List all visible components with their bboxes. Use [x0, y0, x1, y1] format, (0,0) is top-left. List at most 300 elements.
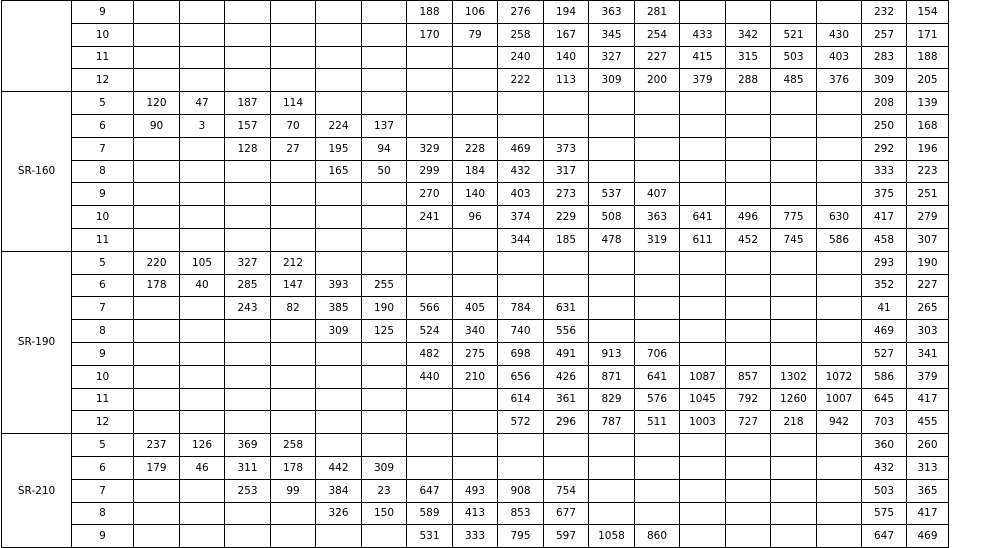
value-cell: 374 — [498, 206, 544, 229]
value-cell — [726, 502, 771, 525]
value-cell: 292 — [862, 137, 907, 160]
value-cell: 1058 — [589, 525, 635, 548]
value-cell — [362, 228, 407, 251]
value-cell: 171 — [907, 23, 949, 46]
value-cell: 503 — [771, 46, 817, 69]
value-cell: 250 — [862, 114, 907, 137]
value-cell: 137 — [362, 114, 407, 137]
value-cell: 27 — [271, 137, 316, 160]
value-cell: 327 — [589, 46, 635, 69]
value-cell: 270 — [407, 183, 453, 206]
value-cell: 293 — [862, 251, 907, 274]
value-cell — [362, 46, 407, 69]
value-cell: 452 — [726, 228, 771, 251]
table-row — [2, 388, 949, 411]
value-cell — [407, 228, 453, 251]
value-cell: 360 — [862, 434, 907, 457]
value-cell: 3 — [180, 114, 225, 137]
table-row — [2, 183, 949, 206]
value-cell — [589, 479, 635, 502]
value-cell — [771, 434, 817, 457]
table-row — [2, 114, 949, 137]
value-cell: 307 — [907, 228, 949, 251]
value-cell: 860 — [635, 525, 680, 548]
value-cell: 170 — [407, 23, 453, 46]
value-cell: 113 — [544, 69, 589, 92]
row-number-cell: 9 — [72, 342, 134, 365]
value-cell: 1003 — [680, 411, 726, 434]
value-cell: 82 — [271, 297, 316, 320]
value-cell: 154 — [907, 1, 949, 24]
value-cell — [726, 297, 771, 320]
value-cell: 79 — [453, 23, 498, 46]
value-cell — [362, 411, 407, 434]
value-cell — [362, 92, 407, 115]
row-number-cell: 7 — [72, 137, 134, 160]
value-cell — [817, 1, 862, 24]
value-cell — [498, 274, 544, 297]
value-cell: 493 — [453, 479, 498, 502]
value-cell — [134, 365, 180, 388]
value-cell: 365 — [907, 479, 949, 502]
value-cell — [134, 320, 180, 343]
value-cell: 327 — [225, 251, 271, 274]
table-row — [2, 274, 949, 297]
value-cell — [271, 1, 316, 24]
value-cell: 205 — [907, 69, 949, 92]
value-cell — [771, 479, 817, 502]
value-cell — [134, 160, 180, 183]
value-cell: 597 — [544, 525, 589, 548]
value-cell: 792 — [726, 388, 771, 411]
value-cell — [180, 388, 225, 411]
value-cell — [771, 137, 817, 160]
table-row — [2, 411, 949, 434]
value-cell — [316, 92, 362, 115]
value-cell: 258 — [271, 434, 316, 457]
value-cell: 511 — [635, 411, 680, 434]
value-cell — [589, 137, 635, 160]
value-cell: 566 — [407, 297, 453, 320]
value-cell: 188 — [907, 46, 949, 69]
value-cell — [362, 342, 407, 365]
value-cell — [680, 274, 726, 297]
value-cell — [453, 251, 498, 274]
value-cell — [180, 23, 225, 46]
value-cell — [134, 137, 180, 160]
value-cell: 243 — [225, 297, 271, 320]
value-cell — [362, 23, 407, 46]
value-cell: 41 — [862, 297, 907, 320]
value-cell: 150 — [362, 502, 407, 525]
value-cell: 333 — [453, 525, 498, 548]
value-cell — [407, 388, 453, 411]
value-cell — [180, 365, 225, 388]
value-cell — [635, 479, 680, 502]
value-cell: 168 — [907, 114, 949, 137]
value-cell: 740 — [498, 320, 544, 343]
value-cell: 829 — [589, 388, 635, 411]
value-cell — [771, 183, 817, 206]
value-cell — [316, 183, 362, 206]
row-number-cell: 7 — [72, 297, 134, 320]
value-cell — [453, 411, 498, 434]
row-number-cell: 10 — [72, 365, 134, 388]
value-cell — [544, 274, 589, 297]
value-cell: 105 — [180, 251, 225, 274]
value-cell — [407, 411, 453, 434]
value-cell — [680, 297, 726, 320]
value-cell — [680, 456, 726, 479]
value-cell: 23 — [362, 479, 407, 502]
value-cell — [407, 274, 453, 297]
value-cell — [180, 1, 225, 24]
value-cell — [134, 183, 180, 206]
row-number-cell: 10 — [72, 206, 134, 229]
value-cell — [817, 434, 862, 457]
value-cell: 787 — [589, 411, 635, 434]
value-cell — [498, 251, 544, 274]
value-cell — [635, 297, 680, 320]
value-cell — [726, 160, 771, 183]
value-cell — [726, 183, 771, 206]
value-cell — [635, 114, 680, 137]
value-cell — [771, 92, 817, 115]
value-cell: 614 — [498, 388, 544, 411]
value-cell — [134, 1, 180, 24]
value-cell — [225, 69, 271, 92]
value-cell — [180, 342, 225, 365]
value-cell: 178 — [271, 456, 316, 479]
value-cell — [271, 69, 316, 92]
value-cell: 309 — [362, 456, 407, 479]
value-cell — [407, 92, 453, 115]
value-cell: 309 — [316, 320, 362, 343]
value-cell: 405 — [453, 297, 498, 320]
value-cell: 413 — [453, 502, 498, 525]
value-cell — [726, 92, 771, 115]
value-cell — [680, 114, 726, 137]
row-number-cell: 10 — [72, 23, 134, 46]
value-cell: 478 — [589, 228, 635, 251]
value-cell: 521 — [771, 23, 817, 46]
value-cell — [316, 411, 362, 434]
row-number-cell: 9 — [72, 525, 134, 548]
value-cell: 255 — [362, 274, 407, 297]
value-cell: 309 — [862, 69, 907, 92]
value-cell — [817, 525, 862, 548]
row-number-cell: 8 — [72, 502, 134, 525]
value-cell: 140 — [544, 46, 589, 69]
value-cell — [680, 525, 726, 548]
value-cell: 194 — [544, 1, 589, 24]
value-cell — [271, 365, 316, 388]
value-cell — [225, 160, 271, 183]
value-cell: 496 — [726, 206, 771, 229]
value-cell: 385 — [316, 297, 362, 320]
value-cell: 853 — [498, 502, 544, 525]
value-cell — [134, 479, 180, 502]
value-cell — [180, 502, 225, 525]
value-cell — [225, 342, 271, 365]
value-cell — [589, 114, 635, 137]
value-cell: 1007 — [817, 388, 862, 411]
value-cell: 393 — [316, 274, 362, 297]
value-cell: 586 — [862, 365, 907, 388]
row-number-cell: 5 — [72, 434, 134, 457]
table-row — [2, 137, 949, 160]
value-cell — [680, 479, 726, 502]
value-cell — [225, 388, 271, 411]
value-cell: 139 — [907, 92, 949, 115]
value-cell: 527 — [862, 342, 907, 365]
value-cell: 227 — [907, 274, 949, 297]
value-cell — [771, 456, 817, 479]
value-cell: 254 — [635, 23, 680, 46]
value-cell — [453, 114, 498, 137]
value-cell: 361 — [544, 388, 589, 411]
value-cell — [771, 1, 817, 24]
value-cell — [771, 525, 817, 548]
value-cell: 795 — [498, 525, 544, 548]
value-cell — [544, 114, 589, 137]
value-cell — [771, 502, 817, 525]
value-cell: 285 — [225, 274, 271, 297]
table-row — [2, 23, 949, 46]
value-cell: 575 — [862, 502, 907, 525]
value-cell — [589, 274, 635, 297]
value-cell: 363 — [589, 1, 635, 24]
value-cell — [134, 411, 180, 434]
value-cell — [134, 525, 180, 548]
value-cell — [316, 251, 362, 274]
value-cell — [271, 388, 316, 411]
table-row — [2, 228, 949, 251]
value-cell: 228 — [453, 137, 498, 160]
value-cell — [271, 342, 316, 365]
value-cell — [680, 160, 726, 183]
row-number-cell: 11 — [72, 388, 134, 411]
row-number-cell: 11 — [72, 228, 134, 251]
value-cell: 641 — [635, 365, 680, 388]
value-cell: 140 — [453, 183, 498, 206]
value-cell — [180, 525, 225, 548]
value-cell — [680, 137, 726, 160]
value-cell — [771, 320, 817, 343]
value-cell: 288 — [726, 69, 771, 92]
table-row — [2, 251, 949, 274]
value-cell: 273 — [544, 183, 589, 206]
value-cell: 218 — [771, 411, 817, 434]
value-cell: 376 — [817, 69, 862, 92]
value-cell: 40 — [180, 274, 225, 297]
table-row — [2, 479, 949, 502]
value-cell — [316, 69, 362, 92]
value-cell — [635, 434, 680, 457]
value-cell — [180, 137, 225, 160]
value-cell — [498, 456, 544, 479]
value-cell: 126 — [180, 434, 225, 457]
value-cell: 1045 — [680, 388, 726, 411]
value-cell: 508 — [589, 206, 635, 229]
value-cell — [680, 320, 726, 343]
value-cell: 344 — [498, 228, 544, 251]
value-cell: 241 — [407, 206, 453, 229]
value-cell: 313 — [907, 456, 949, 479]
value-cell: 283 — [862, 46, 907, 69]
value-cell — [453, 92, 498, 115]
value-cell — [589, 434, 635, 457]
value-cell: 157 — [225, 114, 271, 137]
value-cell: 745 — [771, 228, 817, 251]
value-cell — [362, 183, 407, 206]
table-row — [2, 525, 949, 548]
value-cell — [726, 320, 771, 343]
value-cell — [680, 1, 726, 24]
value-cell: 857 — [726, 365, 771, 388]
value-cell — [453, 434, 498, 457]
row-number-cell: 12 — [72, 69, 134, 92]
value-cell — [589, 92, 635, 115]
value-cell — [817, 479, 862, 502]
value-cell: 275 — [453, 342, 498, 365]
value-cell: 96 — [453, 206, 498, 229]
value-cell — [225, 502, 271, 525]
value-cell: 1072 — [817, 365, 862, 388]
value-cell — [589, 160, 635, 183]
value-cell: 128 — [225, 137, 271, 160]
table-row — [2, 206, 949, 229]
value-cell: 576 — [635, 388, 680, 411]
value-cell — [726, 479, 771, 502]
row-number-cell: 11 — [72, 46, 134, 69]
value-cell — [316, 206, 362, 229]
value-cell: 46 — [180, 456, 225, 479]
value-cell: 430 — [817, 23, 862, 46]
value-cell: 727 — [726, 411, 771, 434]
value-cell: 99 — [271, 479, 316, 502]
table-row — [2, 297, 949, 320]
value-cell: 114 — [271, 92, 316, 115]
value-cell: 342 — [726, 23, 771, 46]
value-cell — [589, 502, 635, 525]
value-cell — [180, 206, 225, 229]
value-cell — [407, 456, 453, 479]
value-cell: 299 — [407, 160, 453, 183]
value-cell: 775 — [771, 206, 817, 229]
value-cell — [134, 46, 180, 69]
value-cell: 341 — [907, 342, 949, 365]
value-cell — [362, 1, 407, 24]
value-cell: 187 — [225, 92, 271, 115]
value-cell — [726, 456, 771, 479]
value-cell: 458 — [862, 228, 907, 251]
value-cell — [498, 114, 544, 137]
value-cell — [817, 137, 862, 160]
value-cell: 369 — [225, 434, 271, 457]
value-cell — [771, 160, 817, 183]
value-cell: 469 — [907, 525, 949, 548]
value-cell: 147 — [271, 274, 316, 297]
value-cell — [544, 456, 589, 479]
value-cell — [817, 342, 862, 365]
value-cell — [225, 23, 271, 46]
value-cell — [362, 365, 407, 388]
value-cell: 258 — [498, 23, 544, 46]
value-cell: 276 — [498, 1, 544, 24]
value-cell — [635, 251, 680, 274]
value-cell: 677 — [544, 502, 589, 525]
value-cell — [271, 183, 316, 206]
table-body — [2, 1, 949, 548]
value-cell — [225, 228, 271, 251]
value-cell: 196 — [907, 137, 949, 160]
row-number-cell: 6 — [72, 114, 134, 137]
value-cell — [225, 46, 271, 69]
value-cell: 229 — [544, 206, 589, 229]
value-cell: 178 — [134, 274, 180, 297]
value-cell: 125 — [362, 320, 407, 343]
value-cell: 296 — [544, 411, 589, 434]
value-cell — [180, 320, 225, 343]
value-cell: 167 — [544, 23, 589, 46]
value-cell — [316, 46, 362, 69]
value-cell — [453, 388, 498, 411]
value-cell: 188 — [407, 1, 453, 24]
table-row — [2, 320, 949, 343]
value-cell — [817, 183, 862, 206]
row-number-cell: 9 — [72, 1, 134, 24]
value-cell: 185 — [544, 228, 589, 251]
value-cell: 1260 — [771, 388, 817, 411]
value-cell: 329 — [407, 137, 453, 160]
value-cell: 70 — [271, 114, 316, 137]
value-cell — [817, 297, 862, 320]
value-cell — [726, 137, 771, 160]
value-cell: 179 — [134, 456, 180, 479]
table-row — [2, 92, 949, 115]
value-cell — [453, 46, 498, 69]
value-cell: 363 — [635, 206, 680, 229]
value-cell: 373 — [544, 137, 589, 160]
value-cell: 784 — [498, 297, 544, 320]
value-cell: 260 — [907, 434, 949, 457]
value-cell — [726, 342, 771, 365]
value-cell — [771, 251, 817, 274]
value-cell — [771, 274, 817, 297]
value-cell — [316, 342, 362, 365]
row-number-cell: 5 — [72, 92, 134, 115]
value-cell — [180, 297, 225, 320]
value-cell — [589, 297, 635, 320]
value-cell — [134, 69, 180, 92]
value-cell: 426 — [544, 365, 589, 388]
value-cell: 120 — [134, 92, 180, 115]
table-row — [2, 434, 949, 457]
value-cell: 589 — [407, 502, 453, 525]
value-cell — [225, 1, 271, 24]
value-cell: 524 — [407, 320, 453, 343]
value-cell: 190 — [907, 251, 949, 274]
value-cell — [180, 479, 225, 502]
value-cell: 315 — [726, 46, 771, 69]
value-cell — [271, 206, 316, 229]
model-cell — [2, 1, 72, 92]
value-cell — [362, 69, 407, 92]
value-cell: 537 — [589, 183, 635, 206]
value-cell — [362, 388, 407, 411]
value-cell — [726, 251, 771, 274]
